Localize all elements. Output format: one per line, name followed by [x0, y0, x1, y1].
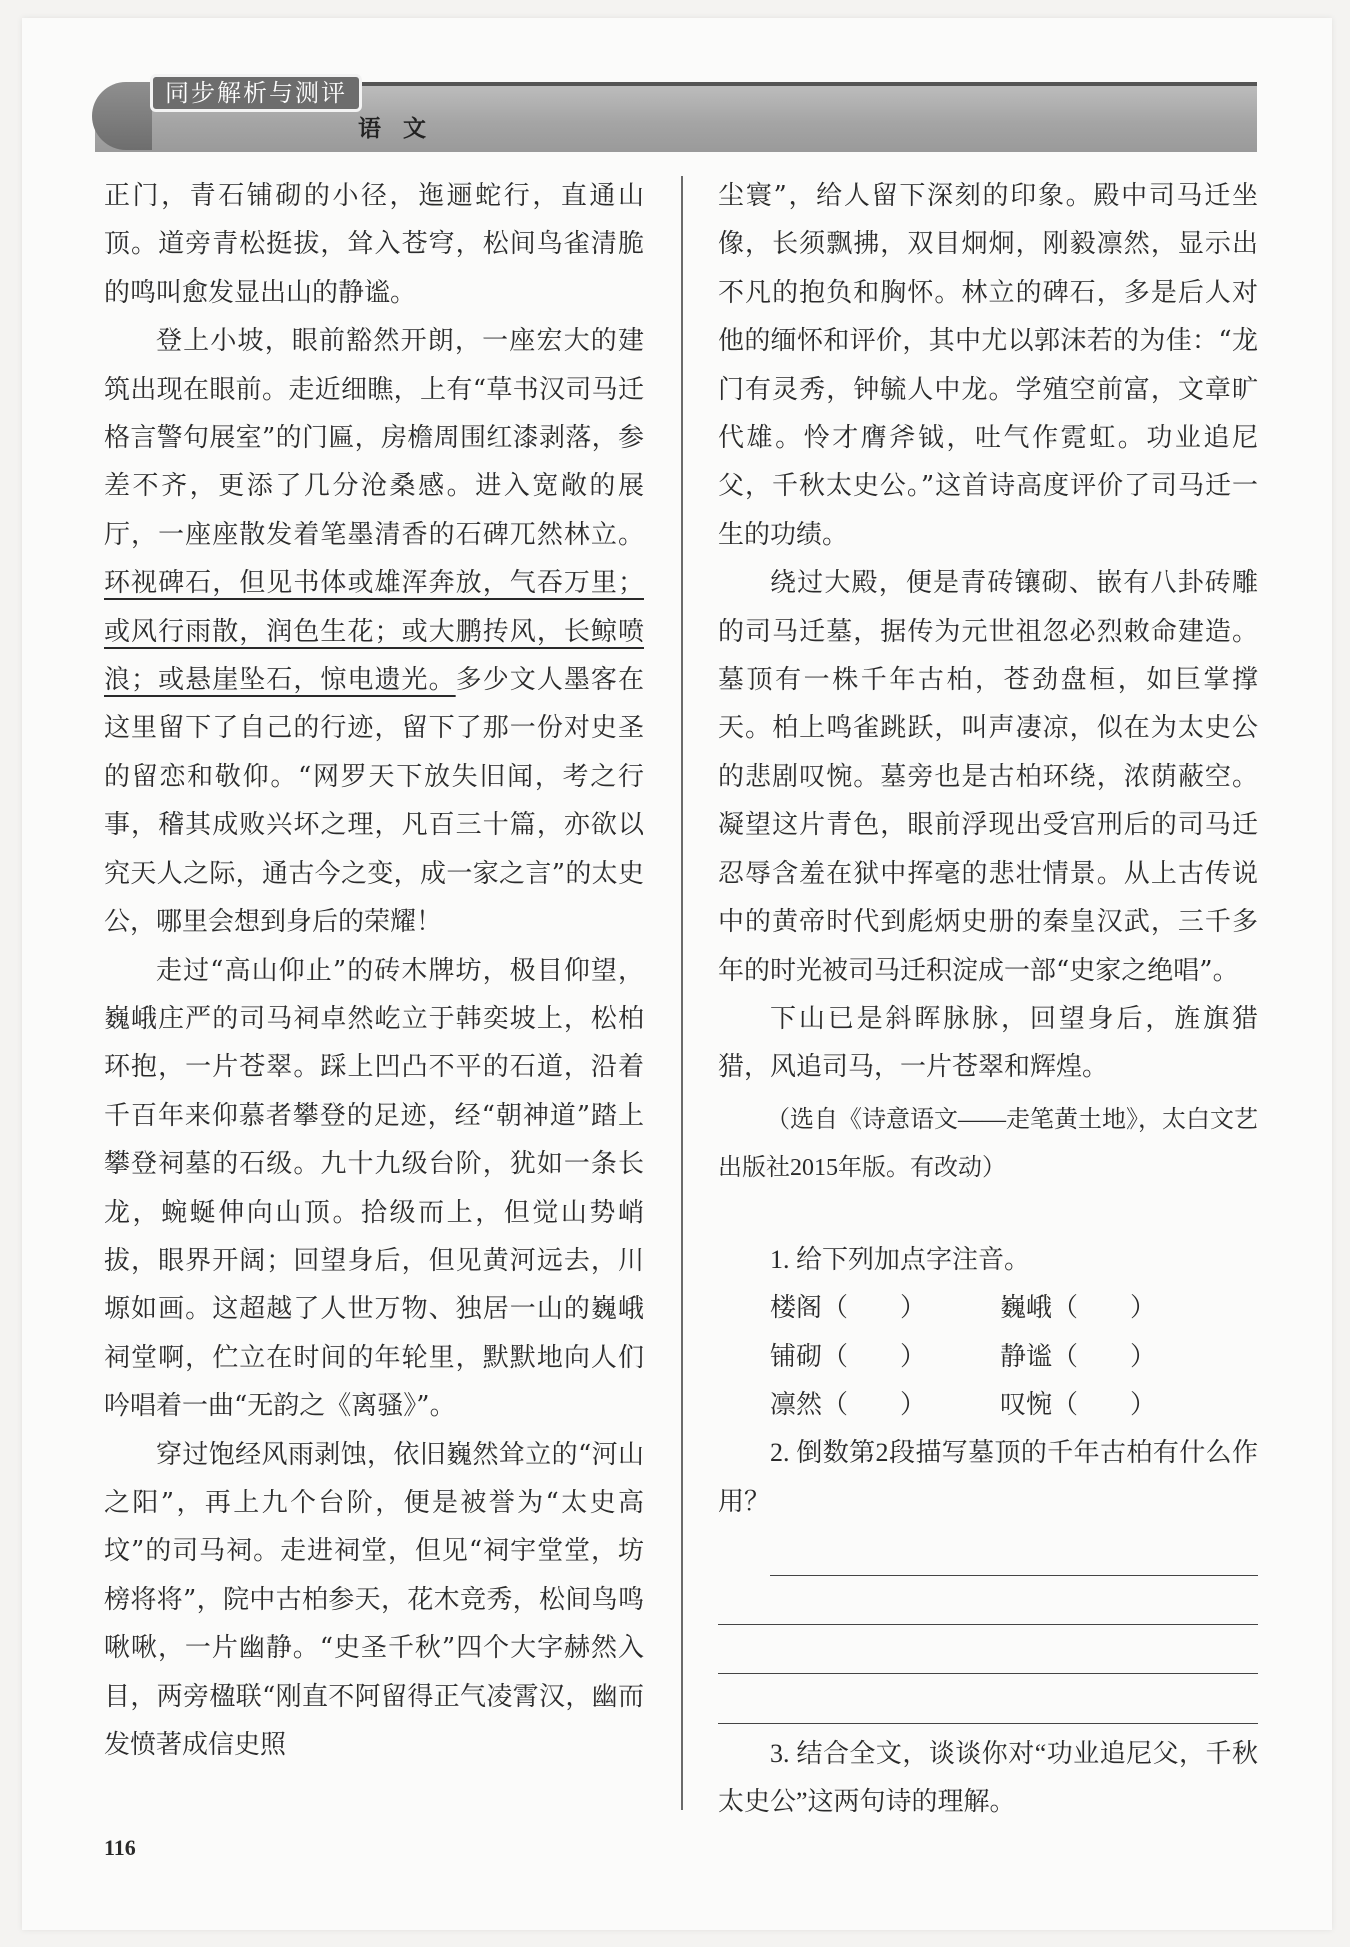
- answer-line[interactable]: [718, 1576, 1258, 1625]
- pinyin-item: 巍峨（ ）: [1000, 1293, 1157, 1323]
- pinyin-item: 静谧（ ）: [1000, 1341, 1157, 1371]
- column-divider: [681, 176, 683, 1810]
- right-column: [718, 172, 1258, 1827]
- answer-blank[interactable]: （ ）: [822, 1341, 927, 1371]
- header-cap: [92, 82, 152, 150]
- question-1: 1. 给下列加点字注音。: [770, 1244, 1031, 1274]
- paragraph-5: 尘寰”，给人留下深刻的印象。殿中司马迁坐像，长须飘拂，双目炯炯，刚毅凛然，显示出不凡的抱负和胸怀。林立的碑石，多是后人对他的缅怀和评价，其中尤以郭沫若的为佳：“龙门有灵秀，钟毓人中龙。学殖空前富，文章旷代雄。怜才膺斧钺，吐气作霓虹。功业追尼父，千秋太史公。”这首诗高度评价了司马迁一生的功绩。: [718, 181, 1258, 550]
- pinyin-grid: [718, 1284, 1258, 1429]
- source-note: （选自《诗意语文——走笔黄土地》，太白文艺出版社2015年版。有改动）: [718, 1106, 1258, 1181]
- answer-blank[interactable]: （ ）: [1052, 1293, 1157, 1323]
- answer-line[interactable]: [718, 1625, 1258, 1674]
- pinyin-item: 叹惋（ ）: [1000, 1389, 1157, 1419]
- paragraph-6: 绕过大殿，便是青砖镶砌、嵌有八卦砖雕的司马迁墓，据传为元世祖忽必烈敕命建造。墓顶有一株千年古柏，苍劲盘桓，如巨掌撑天。柏上鸣雀跳跃，叫声凄凉，似在为太史公的悲剧叹惋。墓旁也是古柏环绕，浓荫蔽空。凝望这片青色，眼前浮现出受宫刑后的司马迁忍辱含羞在狱中挥毫的悲壮情景。从上古传说中的黄帝时代到彪炳史册的秦皇汉武，三千多年的时光被司马迁积淀成一部“史家之绝唱”。: [718, 568, 1258, 986]
- paragraph-4: 穿过饱经风雨剥蚀，依旧巍然耸立的“河山之阳”，再上九个台阶，便是被誉为“太史高坟”的司马祠。走进祠堂，但见“祠宇堂堂，坊榜将将”，院中古柏参天，花木竞秀，松间鸟鸣啾啾，一片幽静。“史圣千秋”四个大字赫然入目，两旁楹联“刚直不阿留得正气凌霄汉，幽而发愤著成信史照: [104, 1439, 644, 1760]
- pinyin-item: 铺砌（ ）: [770, 1341, 927, 1371]
- paragraph-2: 登上小坡，眼前豁然开朗，一座宏大的建筑出现在眼前。走近细瞧，上有“草书汉司马迁格言警句展室”的门匾，房檐周围红漆剥落，参差不齐，更添了几分沧桑感。进入宽敞的展厅，一座座散发着笔墨清香的石碑兀然林立。环视碑石，但见书体或雄浑奔放，气吞万里；或风行雨散，润色生花；或大鹏抟风，长鲸喷浪；或悬崖坠石，惊电遗光。多少文人墨客在这里留下了自己的行迹，留下了那一份对史圣的留恋和敬仰。“网罗天下放失旧闻，考之行事，稽其成败兴坏之理，凡百三十篇，亦欲以究天人之际，通古今之变，成一家之言”的太史公，哪里会想到身后的荣耀！: [104, 326, 644, 938]
- paragraph-1: 正门，青石铺砌的小径，迤逦蛇行，直通山顶。道旁青松挺拔，耸入苍穹，松间鸟雀清脆的鸣叫愈发显出山的静谧。: [104, 181, 644, 308]
- answer-blank[interactable]: （ ）: [822, 1293, 927, 1323]
- subject-label: 语文: [358, 116, 448, 142]
- paragraph-3: 走过“高山仰止”的砖木牌坊，极目仰望，巍峨庄严的司马祠卓然屹立于韩奕坡上，松柏环抱，一片苍翠。踩上凹凸不平的石道，沿着千百年来仰慕者攀登的足迹，经“朝神道”踏上攀登祠墓的石级。九十九级台阶，犹如一条长龙，蜿蜒伸向山顶。拾级而上，但觉山势峭拔，眼界开阔；回望身后，但见黄河远去，川塬如画。这超越了人世万物、独居一山的巍峨祠堂啊，伫立在时间的年轮里，默默地向人们吟唱着一曲“无韵之《离骚》”。: [104, 955, 644, 1422]
- answer-blank[interactable]: （ ）: [1052, 1389, 1157, 1419]
- paragraph-7: 下山已是斜晖脉脉，回望身后，旌旗猎猎，风追司马，一片苍翠和辉煌。: [718, 1003, 1258, 1083]
- answer-blank[interactable]: （ ）: [1052, 1341, 1157, 1371]
- page-number: 116: [104, 1835, 136, 1860]
- underlined-passage: 环视碑石，但见书体或雄浑奔放，气吞万里；或风行雨散，润色生花；或大鹏抟风，长鲸喷浪；或悬崖坠石，惊电遗光。: [104, 568, 644, 696]
- question-2: 2. 倒数第2段描写墓顶的千年古柏有什么作用？: [718, 1438, 1258, 1516]
- series-title: 同步解析与测评: [150, 74, 362, 112]
- left-column: [104, 172, 644, 1769]
- pinyin-item: 凛然（ ）: [770, 1389, 927, 1419]
- pinyin-item: 楼阁（ ）: [770, 1293, 927, 1323]
- answer-line[interactable]: [718, 1674, 1258, 1723]
- answer-blank[interactable]: （ ）: [822, 1389, 927, 1419]
- answer-line[interactable]: [770, 1526, 1258, 1575]
- question-3: 3. 结合全文，谈谈你对“功业追尼父，千秋太史公”这两句诗的理解。: [718, 1738, 1258, 1817]
